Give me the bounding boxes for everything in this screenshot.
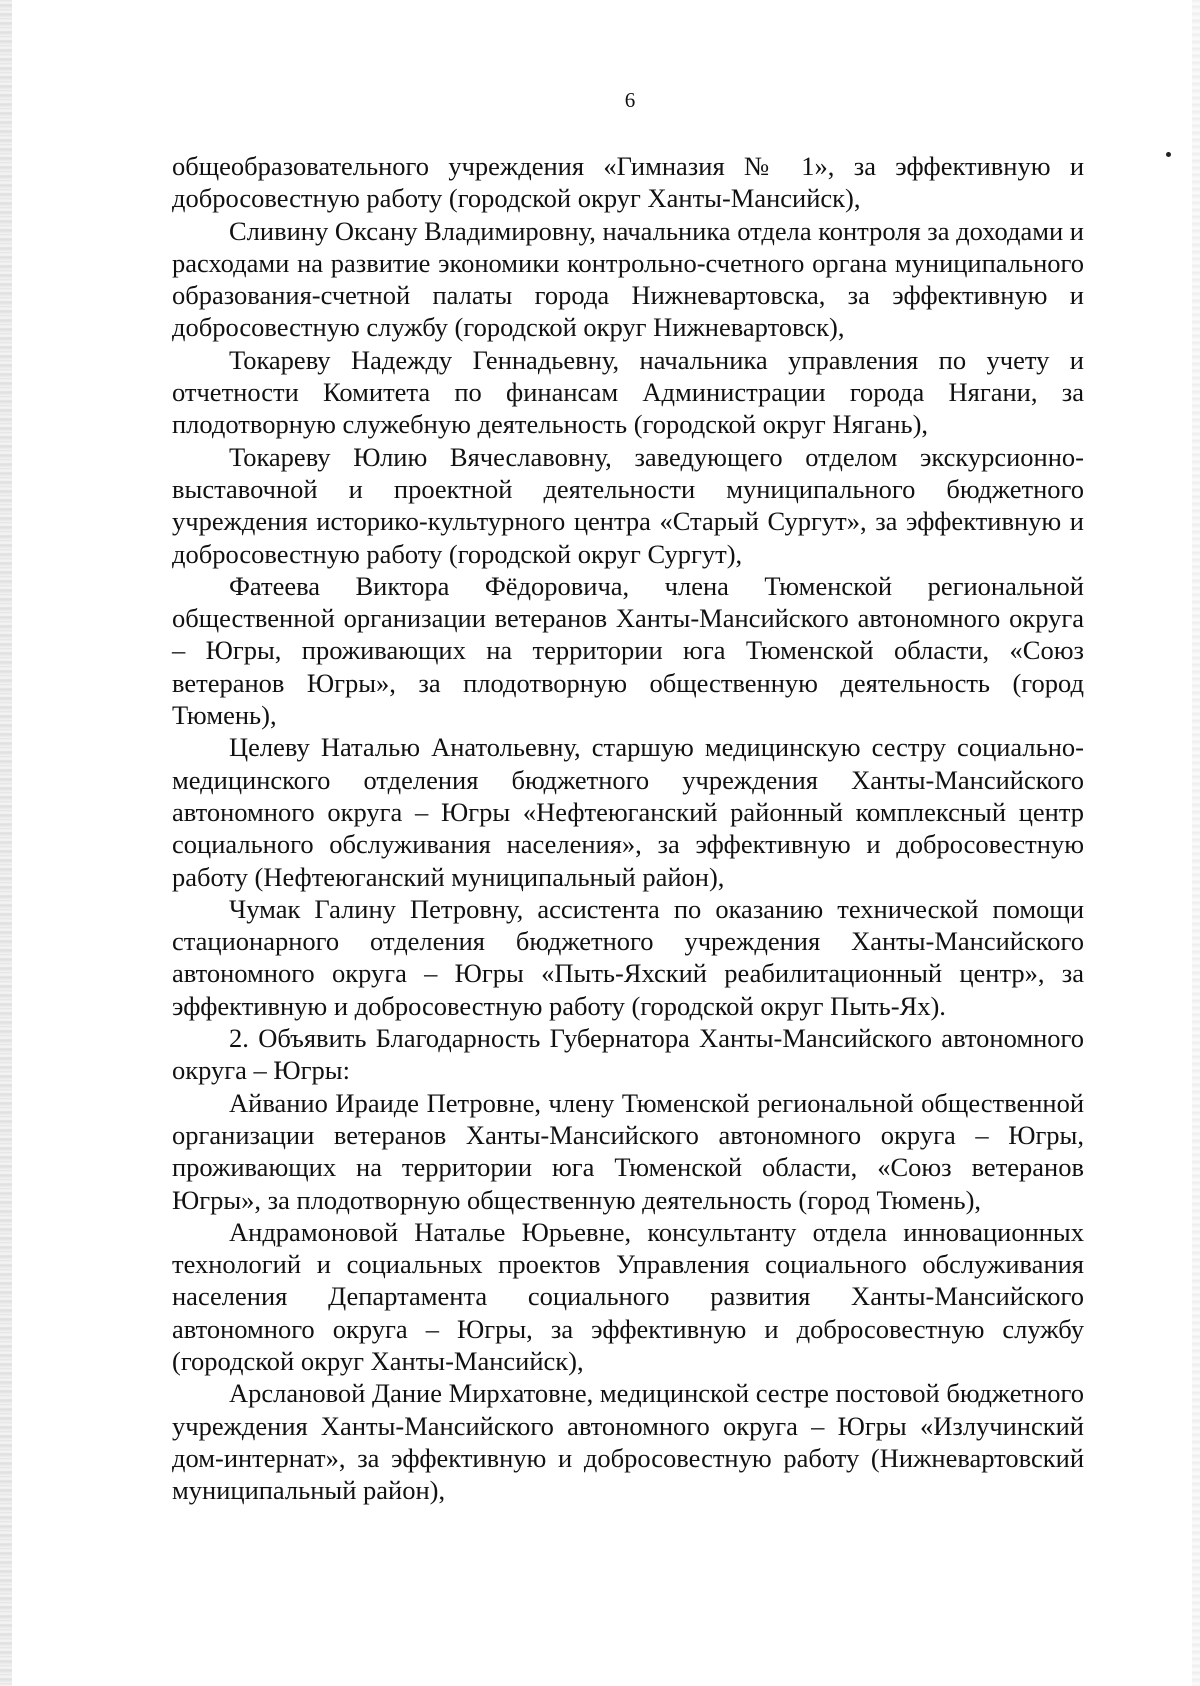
paragraph-arslanova: Арслановой Дание Мирхатовне, медицинской сестре постовой бюджетного учреждения Ханты-Мансийского автономного округа – Югры «Излучинский дом-интернат», за эффективную и добросовестную работу (Нижневартовский муниципальный район), xyxy=(172,1378,1084,1506)
document-body xyxy=(172,150,1084,1506)
paragraph-chumak: Чумак Галину Петровну, ассистента по оказанию технической помощи стационарного отделения бюджетного учреждения Ханты-Мансийского автономного округа – Югры «Пыть-Яхский реабилитационный центр», за эффективную и добросовестную работу (городской округ Пыть-Ях). xyxy=(172,893,1084,1021)
paragraph-aivanio: Айванио Ираиде Петровне, члену Тюменской региональной общественной организации ветеранов Ханты-Мансийского автономного округа – Югры, проживающих на территории юга Тюменской области, «Союз ветеранов Югры», за плодотворную общественную деятельность (город Тюмень), xyxy=(172,1087,1084,1215)
scan-speck xyxy=(1166,152,1171,157)
paragraph-tokareva-yulia: Токареву Юлию Вячеславовну, заведующего отделом экскурсионно-выставочной и проектной деятельности муниципального бюджетного учреждения историко-культурного центра «Старый Сургут», за эффективную и добросовестную работу (городской округ Сургут), xyxy=(172,441,1084,569)
paragraph-andramonova: Андрамоновой Наталье Юрьевне, консультанту отдела инновационных технологий и социальных проектов Управления социального обслуживания населения Департамента социального развития Ханты-Мансийского автономного округа – Югры, за эффективную и добросовестную службу (городской округ Ханты-Мансийск), xyxy=(172,1216,1084,1376)
paragraph-slivina: Сливину Оксану Владимировну, начальника отдела контроля за доходами и расходами на развитие экономики контрольно-счетного органа муниципального образования-счетной палаты города Нижневартовска, за эффективную и добросовестную службу (городской округ Нижневартовск), xyxy=(172,215,1084,343)
paragraph-tokareva-nadezhda: Токареву Надежду Геннадьевну, начальника управления по учету и отчетности Комитета по финансам Администрации города Нягани, за плодотворную служебную деятельность (городской округ Нягань), xyxy=(172,344,1084,440)
paragraph-fateev: Фатеева Виктора Фёдоровича, члена Тюменской региональной общественной организации ветеранов Ханты-Мансийского автономного округа – Югры, проживающих на территории юга Тюменской области, «Союз ветеранов Югры», за плодотворную общественную деятельность (город Тюмень), xyxy=(172,570,1084,731)
paragraph-section-2: 2. Объявить Благодарность Губернатора Ханты-Мансийского автономного округа – Югры: xyxy=(172,1023,1084,1086)
paragraph-tseleva: Целеву Наталью Анатольевну, старшую медицинскую сестру социально-медицинского отделения бюджетного учреждения Ханты-Мансийского автономного округа – Югры «Нефтеюганский районный комплексный центр социального обслуживания населения», за эффективную и добросовестную работу (Нефтеюганский муниципальный район), xyxy=(172,732,1084,892)
paragraph-continuation: общеобразовательного учреждения «Гимназия № 1», за эффективную и добросовестную работу (городской округ Ханты-Мансийск), xyxy=(172,151,1084,214)
page-number: 6 xyxy=(624,88,636,112)
scan-edge-left xyxy=(0,0,12,1686)
scan-edge-right xyxy=(1192,0,1200,1686)
